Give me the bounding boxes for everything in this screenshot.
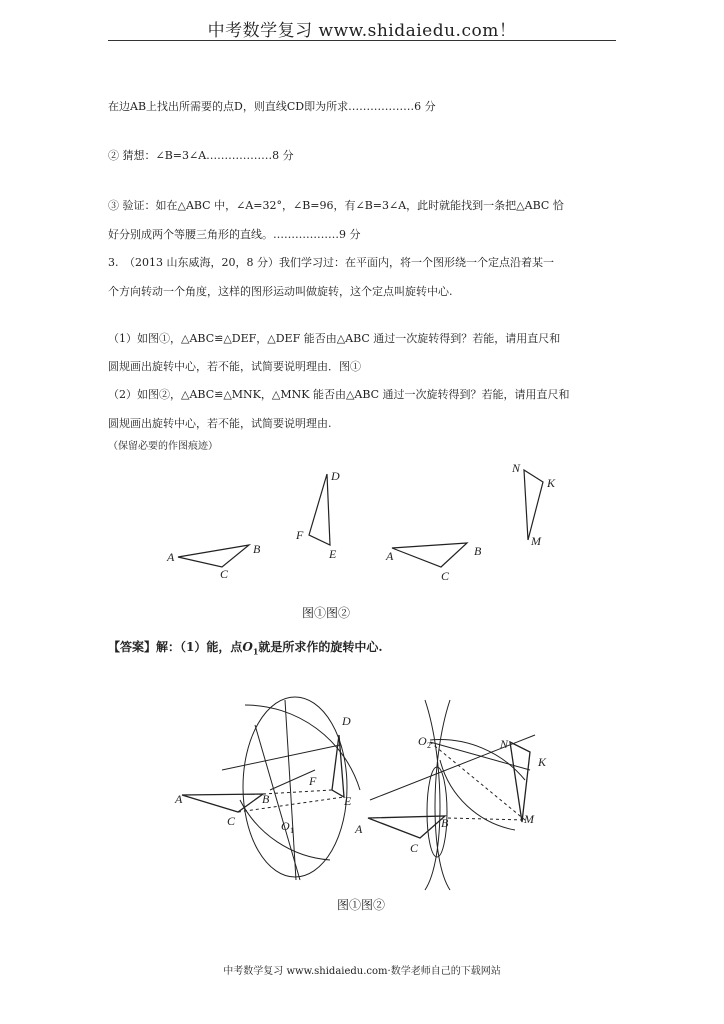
answer-point: O: [242, 640, 253, 654]
label-e: E: [329, 547, 337, 561]
label-c: C: [220, 567, 229, 581]
answer-suffix: 就是所求作的旋转中心.: [258, 640, 383, 654]
page-footer: 中考数学复习 www.shidaiedu.com·数学老师自己的下载网站: [223, 966, 501, 977]
sol-label-c2: C: [410, 841, 419, 855]
label-f: F: [296, 528, 304, 542]
text-line-8: 圆规画出旋转中心，若不能，试简要说明理由．图①: [108, 360, 361, 373]
answer-sub: 1: [252, 646, 259, 657]
sol-label-b: B: [262, 792, 270, 806]
sol-label-e: E: [344, 794, 352, 808]
sol-label-a2: A: [355, 822, 363, 836]
text-line-7: （1）如图①，△ABC≌△DEF，△DEF 能否由△ABC 通过一次旋转得到？若能，请用直尺和: [108, 332, 561, 345]
triangle-def-fig1: [309, 474, 330, 545]
label-k: K: [547, 476, 556, 490]
triangle-mnk-fig2: [524, 470, 543, 540]
sol-label-o2: O: [418, 734, 427, 748]
text-line-2: ② 猜想：∠B=3∠A………………8 分: [108, 149, 294, 162]
figure-caption-2: 图①图②: [337, 898, 386, 912]
sol-sub-1: 1: [290, 826, 294, 835]
sol-label-o1: O: [281, 819, 290, 833]
label-d: D: [331, 469, 340, 483]
sol-label-f: F: [309, 774, 317, 788]
text-line-11: （保留必要的作图痕迹）: [108, 441, 218, 452]
answer-line: [108, 640, 383, 658]
text-line-1: 在边AB上找出所需要的点D，则直线CD即为所求………………6 分: [108, 100, 436, 113]
page-header-title: 中考数学复习 www.shidaiedu.com！: [207, 21, 517, 41]
text-line-10: 圆规画出旋转中心，若不能，试简要说明理由.: [108, 417, 332, 430]
sol-label-n: N: [500, 737, 509, 751]
text-line-9: （2）如图②，△ABC≌△MNK，△MNK 能否由△ABC 通过一次旋转得到？若能，请用直尺和: [108, 388, 570, 401]
text-line-6: 个方向转动一个角度，这样的图形运动叫做旋转，这个定点叫旋转中心.: [108, 285, 453, 298]
triangle-abc-fig2: [392, 543, 467, 567]
sol-label-k: K: [538, 755, 547, 769]
text-line-5: 3. （2013 山东威海，20，8 分）我们学习过：在平面内，将一个图形绕一个定点沿着某一: [108, 256, 554, 269]
sol-label-d: D: [342, 714, 351, 728]
label-n: N: [512, 461, 521, 475]
sol-label-c: C: [227, 814, 236, 828]
sol-label-b2: B: [441, 816, 449, 830]
label-b2: B: [474, 544, 482, 558]
label-a: A: [167, 550, 175, 564]
answer-prefix: 【答案】解：（1）能，点: [108, 640, 243, 654]
header-divider: [108, 40, 616, 41]
sol-sub-2: 2: [427, 741, 431, 750]
sol-label-m: M: [524, 812, 534, 826]
text-line-4: 好分别成两个等腰三角形的直线。………………9 分: [108, 228, 361, 241]
label-c2: C: [441, 569, 450, 583]
triangle-abc-fig1: [178, 545, 249, 567]
figure-caption-1: 图①图②: [302, 606, 351, 620]
text-line-3: ③ 验证：如在△ABC 中，∠A=32°，∠B=96，有∠B=3∠A，此时就能找到一条把△ABC 恰: [108, 199, 564, 212]
sol-label-a: A: [175, 792, 183, 806]
label-m: M: [531, 534, 541, 548]
label-b: B: [253, 542, 261, 556]
label-a2: A: [386, 549, 394, 563]
